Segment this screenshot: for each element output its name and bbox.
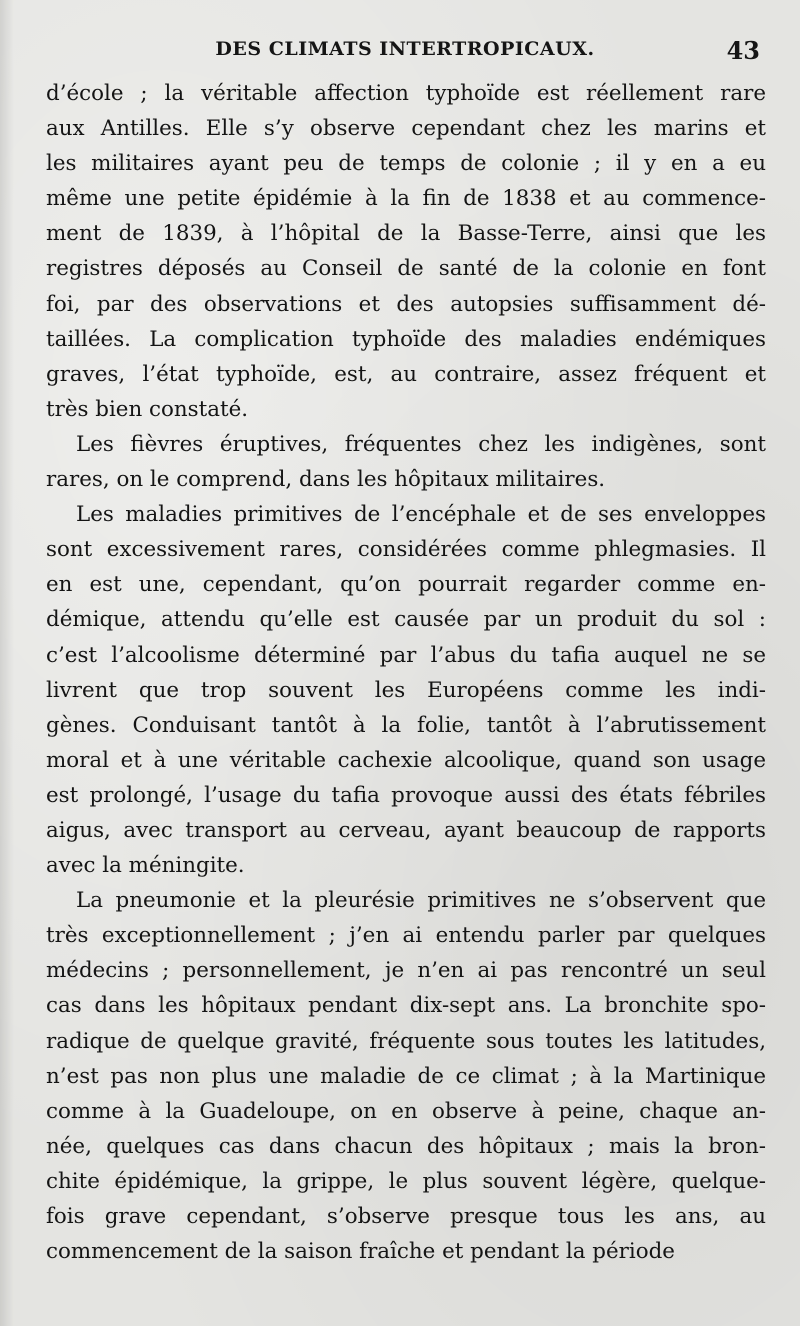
text-line: avec la méningite. xyxy=(46,853,245,879)
paragraph xyxy=(46,427,766,497)
text-line: c’est l’alcoolisme déterminé par l’abus du tafia auquel ne se xyxy=(46,642,766,668)
body-text xyxy=(46,76,766,1269)
text-line: aux Antilles. Elle s’y observe cependant chez les marins et xyxy=(46,116,766,142)
running-title: DES CLIMATS INTERTROPICAUX. xyxy=(215,38,595,60)
text-line: très exceptionnellement ; j’en ai entendu parler par quelques xyxy=(46,923,766,949)
text-line: les militaires ayant peu de temps de colonie ; il y en a eu xyxy=(46,151,766,177)
paragraph xyxy=(46,497,766,883)
text-line: La pneumonie et la pleurésie primitives ne s’observent que xyxy=(76,888,766,914)
text-line: gènes. Conduisant tantôt à la folie, tantôt à l’abrutissement xyxy=(46,712,766,738)
text-line: très bien constaté. xyxy=(46,396,249,422)
text-line: ment de 1839, à l’hôpital de la Basse-Terre, ainsi que les xyxy=(46,221,766,247)
text-line: comme à la Guadeloupe, on en observe à peine, chaque an- xyxy=(46,1098,766,1124)
text-line: livrent que trop souvent les Européens comme les indi- xyxy=(46,677,766,703)
text-line: cas dans les hôpitaux pendant dix-sept ans. La bronchite spo- xyxy=(46,993,766,1019)
text-line: foi, par des observations et des autopsies suffisamment dé- xyxy=(46,291,766,317)
text-line: radique de quelque gravité, fréquente sous toutes les latitudes, xyxy=(46,1028,766,1054)
text-line: commencement de la saison fraîche et pendant la période xyxy=(46,1239,675,1265)
paragraph xyxy=(46,76,766,427)
text-line: aigus, avec transport au cerveau, ayant beaucoup de rapports xyxy=(46,817,766,843)
text-line: née, quelques cas dans chacun des hôpitaux ; mais la bron- xyxy=(46,1133,766,1159)
text-line: graves, l’état typhoïde, est, au contraire, assez fréquent et xyxy=(46,361,766,387)
text-line: fois grave cependant, s’observe presque tous les ans, au xyxy=(46,1204,766,1229)
text-line: d’école ; la véritable affection typhoïde est réellement rare xyxy=(46,81,766,106)
text-line: taillées. La complication typhoïde des maladies endémiques xyxy=(46,326,766,352)
text-line: sont excessivement rares, considérées comme phlegmasies. Il xyxy=(46,537,766,563)
paragraph xyxy=(46,883,766,1269)
text-line: médecins ; personnellement, je n’en ai pas rencontré un seul xyxy=(46,958,766,984)
text-line: Les fièvres éruptives, fréquentes chez les indigènes, sont xyxy=(76,431,766,457)
text-line: démique, attendu qu’elle est causée par un produit du sol : xyxy=(46,607,766,633)
text-line: registres déposés au Conseil de santé de la colonie en font xyxy=(46,256,766,282)
text-line: est prolongé, l’usage du tafia provoque aussi des états fébriles xyxy=(46,782,766,808)
text-line: moral et à une véritable cachexie alcoolique, quand son usage xyxy=(46,747,766,773)
text-line: en est une, cependant, qu’on pourrait regarder comme en- xyxy=(46,572,766,598)
text-line: chite épidémique, la grippe, le plus souvent légère, quelque- xyxy=(46,1168,766,1194)
page-number: 43 xyxy=(726,36,760,65)
page-header xyxy=(48,36,762,70)
text-line: Les maladies primitives de l’encéphale et de ses enveloppes xyxy=(76,502,766,528)
text-line: rares, on le comprend, dans les hôpitaux militaires. xyxy=(46,467,606,493)
text-line: n’est pas non plus une maladie de ce climat ; à la Martinique xyxy=(46,1063,766,1089)
text-line: même une petite épidémie à la fin de 1838 et au commence- xyxy=(46,186,766,212)
